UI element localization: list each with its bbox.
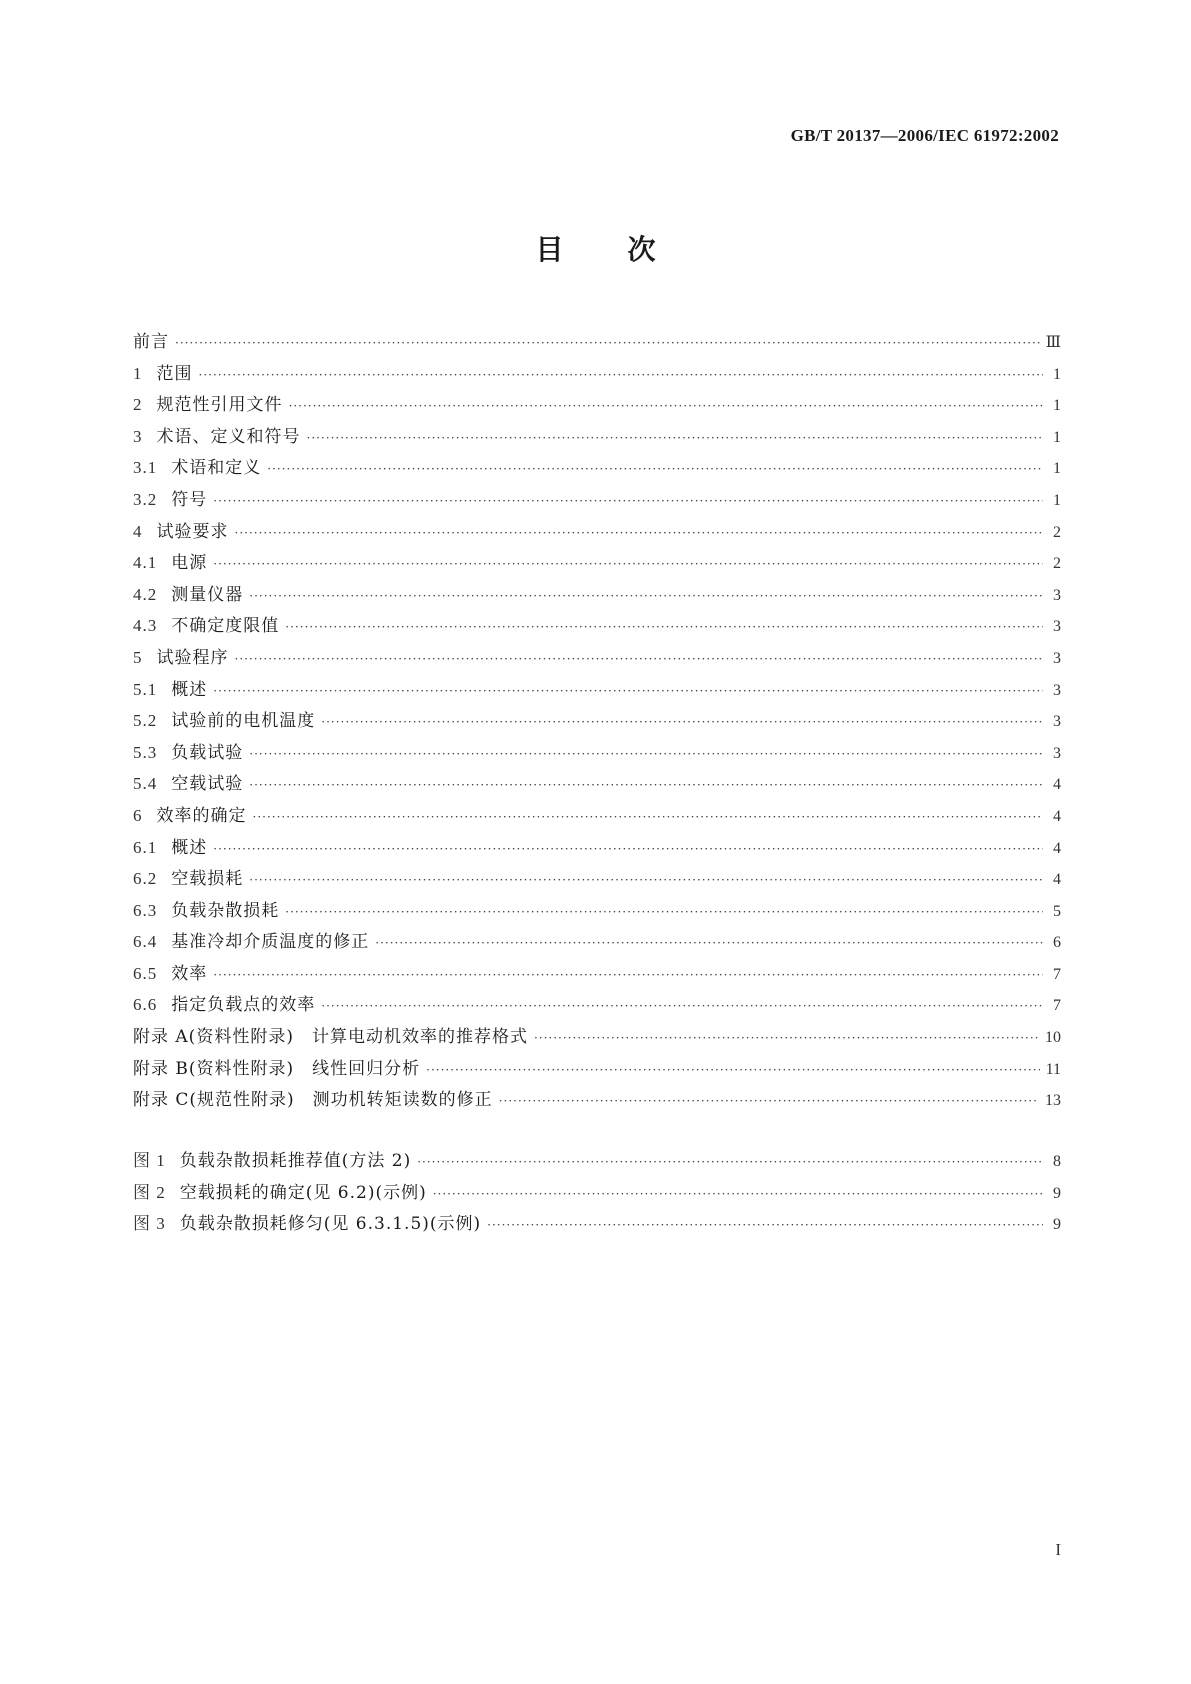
- toc-leader-dots: [499, 1094, 1039, 1108]
- toc-entry-appendix-a[interactable]: [133, 1022, 1061, 1054]
- toc-entry-text: 基准冷却介质温度的修正: [171, 932, 370, 953]
- toc-entry[interactable]: [133, 706, 1061, 738]
- toc-entry-number: 5.3: [133, 742, 158, 762]
- toc-entry-page: 3: [1053, 649, 1061, 667]
- toc-entry-text: 概述: [171, 837, 208, 858]
- toc-entry[interactable]: [133, 517, 1061, 549]
- toc-entry-label: [133, 643, 229, 668]
- toc-entry-text: 试验前的电机温度: [171, 711, 316, 732]
- page-number: I: [1055, 1540, 1061, 1559]
- toc-entry-number: 4.2: [133, 584, 158, 604]
- toc-entry-text: 测量仪器: [171, 584, 244, 605]
- toc-entry-label: [133, 422, 301, 447]
- toc-entry-page: 4: [1053, 839, 1061, 857]
- figure-entry-label: [133, 1146, 411, 1171]
- toc-leader-dots: [321, 999, 1043, 1013]
- toc-entry-page: 6: [1053, 934, 1061, 952]
- toc-entry-number: 6.5: [133, 963, 158, 983]
- toc-entry[interactable]: [133, 959, 1061, 991]
- toc-entry-number: 4.3: [133, 616, 158, 636]
- toc-entry-appendix-c[interactable]: [133, 1085, 1061, 1117]
- toc-entry-number: 4: [133, 521, 143, 541]
- toc-entry[interactable]: [133, 990, 1061, 1022]
- figure-entry-number: 图 2: [133, 1182, 166, 1202]
- toc-entry[interactable]: [133, 453, 1061, 485]
- toc-entry[interactable]: [133, 643, 1061, 675]
- standard-code: GB/T 20137—2006/IEC 61972:2002: [790, 126, 1059, 145]
- toc-entry-label: [133, 738, 243, 763]
- toc-entry-label: [133, 990, 315, 1015]
- toc-entry-label: [133, 769, 243, 794]
- toc-entry-number: 6.4: [133, 932, 158, 952]
- toc-entry-label: [133, 611, 279, 636]
- toc-leader-dots: [213, 968, 1043, 982]
- toc-entry-page: 1: [1053, 397, 1061, 415]
- figure-entry-label: [133, 1178, 427, 1203]
- toc-entry[interactable]: [133, 864, 1061, 896]
- toc-entry[interactable]: [133, 580, 1061, 612]
- toc-leader-dots: [213, 842, 1043, 856]
- toc-entry-label: [133, 927, 369, 952]
- toc-entry-text: 空载试验: [171, 774, 244, 795]
- toc-entry-label: [133, 390, 283, 415]
- toc-entry-label: 附录 A(资料性附录) 计算电动机效率的推荐格式: [133, 1027, 528, 1048]
- toc-entry-number: 1: [133, 363, 143, 383]
- figure-entry-text: 负载杂散损耗修匀(见 6.3.1.5)(示例): [179, 1214, 482, 1235]
- toc-entry[interactable]: [133, 390, 1061, 422]
- toc-entry-page: 5: [1053, 902, 1061, 920]
- toc-entry-page: 13: [1045, 1092, 1061, 1110]
- toc-leader-dots: [249, 778, 1043, 792]
- figure-entry-number: 图 3: [133, 1214, 166, 1234]
- toc-entry-number: 3.1: [133, 458, 158, 478]
- toc-entry[interactable]: [133, 485, 1061, 517]
- figure-entry-label: [133, 1209, 481, 1234]
- toc-leader-dots: [213, 557, 1043, 571]
- toc-entry-number: 5: [133, 647, 143, 667]
- toc-entry-page: 4: [1053, 776, 1061, 794]
- toc-entry-number: 6.6: [133, 995, 158, 1015]
- toc-entry-page: 1: [1053, 460, 1061, 478]
- toc-entry-page: 11: [1045, 1060, 1061, 1078]
- toc-entry-label: [133, 453, 261, 478]
- toc-entry-number: 5.1: [133, 679, 158, 699]
- toc-entry-text: 术语和定义: [171, 458, 262, 479]
- toc-entry[interactable]: [133, 833, 1061, 865]
- toc-entry[interactable]: [133, 548, 1061, 580]
- toc-entry[interactable]: [133, 801, 1061, 833]
- toc-entry-label: [133, 580, 243, 605]
- toc-entry-label: [133, 359, 193, 384]
- toc-entry-text: 试验要求: [156, 521, 229, 542]
- toc-entry-text: 指定负载点的效率: [171, 995, 316, 1016]
- toc-entry-appendix-b[interactable]: [133, 1054, 1061, 1086]
- toc-entry-number: 6.2: [133, 869, 158, 889]
- figure-entry-page: 9: [1053, 1184, 1061, 1202]
- toc-entry-text: 规范性引用文件: [156, 395, 283, 416]
- toc-entry-label: [133, 959, 207, 984]
- toc-entry-text: 负载杂散损耗: [171, 900, 280, 921]
- toc-entry-number: 6: [133, 805, 143, 825]
- toc-leader-dots: [253, 810, 1044, 824]
- toc-entry-page: 3: [1053, 586, 1061, 604]
- toc-entry-label: [133, 548, 207, 573]
- toc-entry[interactable]: [133, 927, 1061, 959]
- toc-entry[interactable]: [133, 611, 1061, 643]
- toc-leader-dots: [175, 336, 1040, 350]
- toc-entry-text: 效率: [171, 963, 208, 984]
- toc-entry-label: [133, 675, 207, 700]
- toc-leader-dots: [433, 1187, 1043, 1201]
- toc-entry[interactable]: [133, 896, 1061, 928]
- toc-entry-text: 概述: [171, 679, 208, 700]
- toc-entry-text: 不确定度限值: [171, 616, 280, 637]
- toc-entry-page: 3: [1053, 618, 1061, 636]
- toc-leader-dots: [285, 620, 1043, 634]
- toc-entry[interactable]: [133, 359, 1061, 391]
- toc-entry-label: [133, 517, 229, 542]
- toc-entry-page: 1: [1053, 365, 1061, 383]
- toc-entry-text: 试验程序: [156, 647, 229, 668]
- list-of-figures: [133, 1146, 1061, 1241]
- figure-entry[interactable]: [133, 1178, 1061, 1210]
- toc-entry-page: 10: [1045, 1029, 1061, 1047]
- toc-entry-text: 范围: [156, 363, 193, 384]
- toc-entry-label: [133, 833, 207, 858]
- toc-entry-text: 电源: [171, 553, 208, 574]
- toc-entry-label: 附录 C(规范性附录) 测功机转矩读数的修正: [133, 1090, 493, 1111]
- toc-leader-dots: [249, 873, 1043, 887]
- toc-entry-label: 附录 B(资料性附录) 线性回归分析: [133, 1058, 421, 1079]
- toc-entry-label: 前言: [133, 332, 169, 352]
- toc-entry-page: 3: [1053, 744, 1061, 762]
- toc-entry[interactable]: [133, 769, 1061, 801]
- toc-entry-page: 7: [1053, 997, 1061, 1015]
- toc-entry[interactable]: [133, 738, 1061, 770]
- toc-entry-page: 7: [1053, 965, 1061, 983]
- toc-entry-text: 符号: [171, 489, 208, 510]
- toc-entry-number: 6.1: [133, 837, 158, 857]
- toc-leader-dots: [249, 589, 1043, 603]
- figure-entry-text: 负载杂散损耗推荐值(方法 2): [179, 1151, 412, 1171]
- toc-leader-dots: [307, 431, 1044, 445]
- toc-entry-page: 4: [1053, 807, 1061, 825]
- figure-entry-text: 空载损耗的确定(见 6.2)(示例): [179, 1182, 427, 1203]
- toc-leader-dots: [487, 1218, 1043, 1232]
- toc-entry[interactable]: [133, 422, 1061, 454]
- toc-leader-dots: [375, 936, 1043, 950]
- table-of-contents: [133, 327, 1061, 1117]
- toc-leader-dots: [213, 494, 1043, 508]
- toc-leader-dots: [426, 1063, 1039, 1077]
- toc-leader-dots: [249, 747, 1043, 761]
- toc-entry-text: 术语、定义和符号: [156, 426, 301, 447]
- toc-entry-number: 6.3: [133, 900, 158, 920]
- toc-leader-dots: [285, 905, 1043, 919]
- figure-entry[interactable]: [133, 1209, 1061, 1241]
- toc-entry-foreword[interactable]: [133, 327, 1061, 359]
- toc-leader-dots: [321, 715, 1043, 729]
- toc-entry-number: 5.2: [133, 711, 158, 731]
- toc-entry-label: [133, 864, 243, 889]
- toc-leader-dots: [289, 399, 1044, 413]
- toc-entry-page: 1: [1053, 428, 1061, 446]
- toc-leader-dots: [267, 462, 1043, 476]
- toc-leader-dots: [213, 684, 1043, 698]
- figure-entry-number: 图 1: [133, 1151, 166, 1170]
- toc-leader-dots: [199, 368, 1044, 382]
- toc-leader-dots: [534, 1031, 1039, 1045]
- toc-entry-page: 2: [1053, 523, 1061, 541]
- toc-entry-page: 3: [1053, 681, 1061, 699]
- toc-entry-label: [133, 801, 247, 826]
- toc-entry-number: 3: [133, 426, 143, 446]
- toc-leader-dots: [417, 1155, 1043, 1169]
- toc-entry-number: 2: [133, 395, 143, 415]
- toc-leader-dots: [235, 526, 1044, 540]
- page-title: 目次: [535, 233, 720, 266]
- toc-entry-label: [133, 896, 279, 921]
- toc-entry-text: 效率的确定: [156, 805, 247, 826]
- toc-entry-label: [133, 706, 315, 731]
- toc-leader-dots: [235, 652, 1044, 666]
- toc-entry-text: 负载试验: [171, 742, 244, 763]
- toc-entry[interactable]: [133, 675, 1061, 707]
- figure-entry-page: 9: [1053, 1216, 1061, 1234]
- toc-entry-page: 2: [1053, 555, 1061, 573]
- toc-entry-page: 4: [1053, 871, 1061, 889]
- toc-entry-text: 空载损耗: [171, 869, 244, 890]
- toc-entry-label: [133, 485, 207, 510]
- toc-entry-page: Ⅲ: [1045, 334, 1061, 351]
- figure-entry[interactable]: [133, 1146, 1061, 1178]
- toc-entry-number: 3.2: [133, 489, 158, 509]
- toc-entry-page: 3: [1053, 713, 1061, 731]
- toc-entry-number: 4.1: [133, 553, 158, 573]
- figure-entry-page: 8: [1053, 1153, 1061, 1170]
- toc-entry-page: 1: [1053, 491, 1061, 509]
- toc-entry-number: 5.4: [133, 774, 158, 794]
